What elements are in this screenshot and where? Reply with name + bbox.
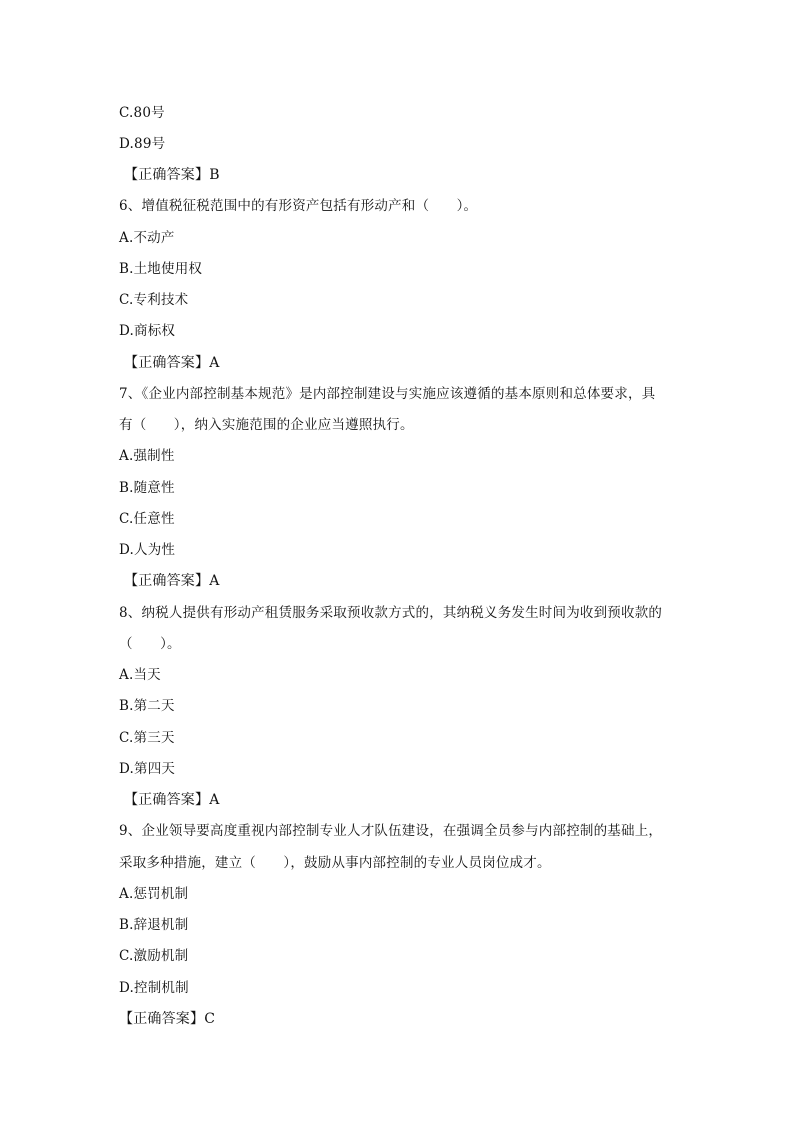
option-line: C.80号 (119, 105, 165, 121)
option-line: C.任意性 (119, 511, 175, 527)
option-line: C.第三天 (119, 730, 175, 746)
option-line: B.随意性 (119, 480, 175, 496)
answer-line: 【正确答案】B (124, 167, 220, 183)
option-line: C.激励机制 (119, 948, 189, 964)
option-line: A.惩罚机制 (119, 886, 189, 902)
option-line: B.第二天 (119, 698, 175, 714)
question-stem: 6、增值税征税范围中的有形资产包括有形动产和（ ）。 (119, 198, 478, 214)
option-line: D.89号 (119, 136, 166, 152)
answer-line: 【正确答案】A (124, 792, 220, 808)
option-line: D.控制机制 (119, 980, 189, 996)
option-line: B.土地使用权 (119, 261, 203, 277)
option-line: C.专利技术 (119, 292, 189, 308)
option-line: A.不动产 (119, 230, 175, 246)
answer-line: 【正确答案】C (119, 1011, 216, 1027)
option-line: D.人为性 (119, 542, 176, 558)
answer-line: 【正确答案】A (124, 573, 220, 589)
answer-line: 【正确答案】A (124, 355, 220, 371)
question-stem: 7、《企业内部控制基本规范》是内部控制建设与实施应该遵循的基本原则和总体要求，具 (119, 386, 656, 402)
question-stem: 9、企业领导要高度重视内部控制专业人才队伍建设，在强调全员参与内部控制的基础上， (119, 823, 663, 839)
option-line: D.第四天 (119, 761, 176, 777)
option-line: B.辞退机制 (119, 917, 189, 933)
question-stem-continued: 有（ ），纳入实施范围的企业应当遵照执行。 (119, 417, 414, 433)
option-line: D.商标权 (119, 323, 176, 339)
question-stem-continued: 采取多种措施，建立（ ），鼓励从事内部控制的专业人员岗位成才。 (119, 855, 551, 871)
option-line: A.当天 (119, 667, 161, 683)
question-stem-continued: （ ）。 (119, 636, 181, 652)
option-line: A.强制性 (119, 448, 175, 464)
question-stem: 8、纳税人提供有形动产租赁服务采取预收款方式的，其纳税义务发生时间为收到预收款的 (119, 605, 663, 621)
